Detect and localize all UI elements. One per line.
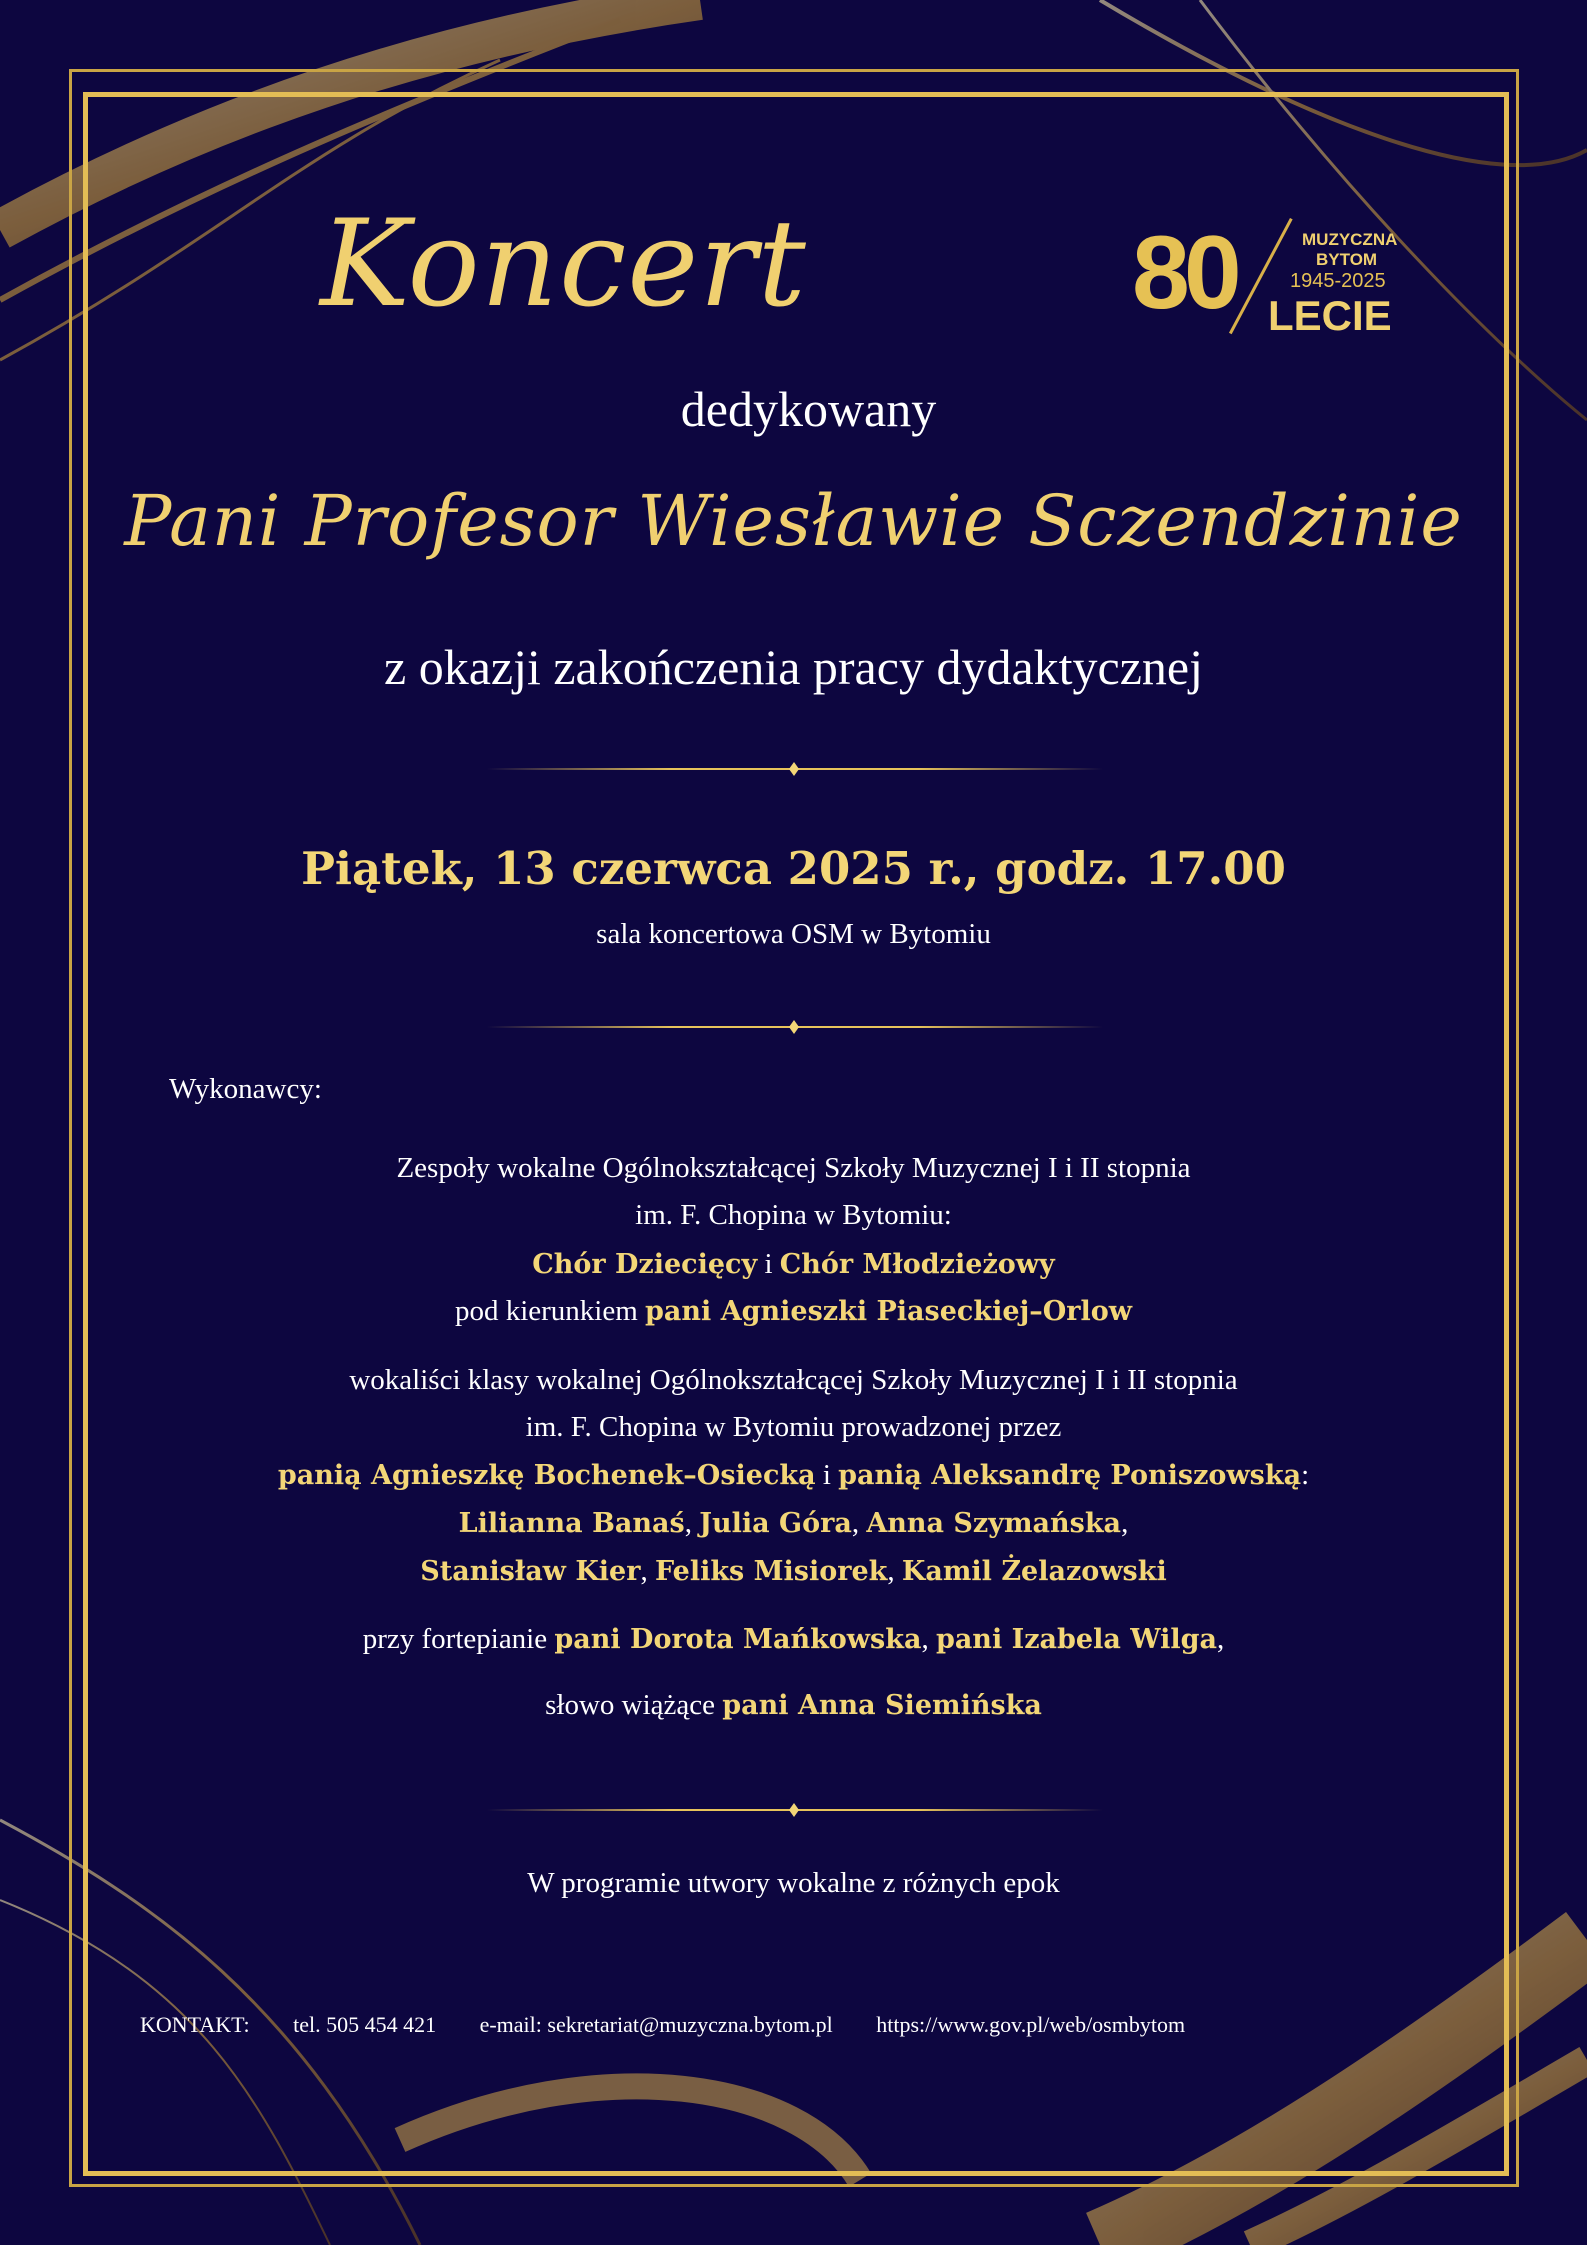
teacher-b: panią Aleksandrę Poniszowską [838, 1460, 1302, 1491]
performers-heading: Wykonawcy: [169, 1073, 322, 1105]
conductor-name: pani Agnieszki Piaseckiej–Orlow [645, 1296, 1133, 1327]
honoree-name: Pani Profesor Wiesławie Sczendzinie [124, 480, 1463, 562]
singer: Lilianna Banaś [458, 1508, 685, 1539]
singers-row-1: Lilianna Banaś, Julia Góra, Anna Szymańska, [458, 1507, 1129, 1539]
conductor-prefix: pod kierunkiem [454, 1295, 638, 1327]
piano-line: przy fortepianie pani Dorota Mańkowska, pani Izabela Wilga, [362, 1623, 1225, 1655]
logo-number: 80 [1132, 215, 1236, 331]
piano-prefix: przy fortepianie [362, 1623, 548, 1655]
and-text: i [822, 1459, 831, 1491]
singers-row-2: Stanisław Kier, Feliks Misiorek, Kamil Żelazowski [420, 1555, 1167, 1587]
logo-line2: BYTOM [1316, 250, 1378, 269]
conductor-line [0, 1295, 1587, 1328]
event-venue: sala koncertowa OSM w Bytomiu [596, 918, 991, 950]
logo-line1: MUZYCZNA [1302, 230, 1398, 249]
vocal-line-2: im. F. Chopina w Bytomiu prowadzonej przez [525, 1411, 1062, 1443]
pianist-a: pani Dorota Mańkowska [554, 1624, 922, 1655]
contact-email[interactable]: e-mail: sekretariat@muzyczna.bytom.pl [479, 2012, 833, 2037]
teachers-line: panią Agnieszkę Bochenek–Osiecką i panią Aleksandrę Poniszowską: [277, 1459, 1310, 1491]
choirs [0, 1248, 1587, 1281]
title: Koncert [320, 195, 807, 334]
ornament-divider [487, 1020, 1103, 1034]
narrator-name: pani Anna Siemińska [722, 1690, 1042, 1721]
choir-youth: Chór Młodzieżowy [779, 1249, 1055, 1280]
contact-footer [140, 2012, 1223, 2038]
singer: Julia Góra [699, 1508, 852, 1539]
program-note: W programie utwory wokalne z różnych epok [527, 1867, 1060, 1899]
choir-line-2: im. F. Chopina w Bytomiu: [635, 1199, 952, 1231]
singer: Anna Szymańska [866, 1508, 1122, 1539]
contact-url[interactable]: https://www.gov.pl/web/osmbytom [876, 2012, 1186, 2037]
ornament-divider [487, 1803, 1103, 1817]
narration-line [0, 1689, 1587, 1722]
dedicated-text: dedykowany [680, 381, 937, 437]
occasion-text: z okazji zakończenia pracy dydaktycznej [384, 639, 1203, 695]
logo-years: 1945-2025 [1290, 270, 1386, 292]
singer: Stanisław Kier [420, 1556, 641, 1587]
pianist-b: pani Izabela Wilga [935, 1624, 1217, 1655]
contact-phone[interactable]: tel. 505 454 421 [293, 2012, 437, 2037]
singer: Kamil Żelazowski [901, 1556, 1167, 1587]
and-text: i [764, 1248, 773, 1280]
choir-children: Chór Dziecięcy [532, 1249, 758, 1280]
ornament-divider [487, 762, 1103, 776]
teacher-a: panią Agnieszkę Bochenek–Osiecką [277, 1460, 816, 1491]
contact-label: KONTAKT: [140, 2012, 250, 2037]
choir-line-1: Zespoły wokalne Ogólnokształcącej Szkoły Muzycznej I i II stopnia [396, 1152, 1191, 1184]
singer: Feliks Misiorek [654, 1556, 888, 1587]
narration-prefix: słowo wiążące [545, 1689, 716, 1721]
logo-suffix: LECIE [1268, 292, 1392, 339]
event-date-time: Piątek, 13 czerwca 2025 r., godz. 17.00 [301, 842, 1286, 895]
vocal-line-1: wokaliści klasy wokalnej Ogólnokształcącej Szkoły Muzycznej I i II stopnia [349, 1364, 1238, 1396]
